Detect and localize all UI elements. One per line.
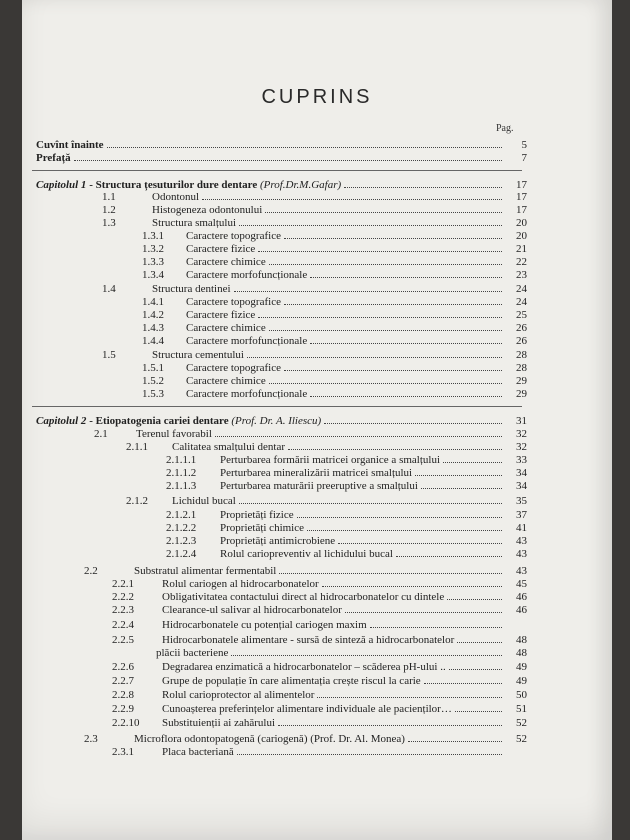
- dot-leader: [239, 216, 502, 226]
- toc-entry-title: Caractere morfofuncționale: [186, 269, 308, 281]
- toc-page-number: 52: [516, 733, 527, 745]
- dot-leader: [284, 229, 502, 239]
- toc-section-number: 2.1.2.2: [166, 522, 197, 534]
- toc-row: [142, 387, 527, 400]
- toc-page-number: 32: [516, 428, 527, 440]
- toc-row: [102, 190, 527, 203]
- toc-row: [142, 242, 527, 255]
- dot-leader: [324, 414, 502, 424]
- toc-entry-title: Hidrocarbonatele alimentare - sursă de sinteză a hidrocarbonatelor: [162, 634, 455, 646]
- toc-row: [112, 633, 527, 646]
- toc-row: [112, 702, 527, 715]
- toc-page-number: 43: [516, 535, 527, 547]
- dot-leader: [415, 466, 502, 476]
- toc-row: [166, 453, 527, 466]
- toc-entry-title: Caractere chimice: [186, 322, 266, 334]
- toc-row: [142, 374, 527, 387]
- toc-row: [142, 295, 527, 308]
- toc-row: [126, 440, 527, 453]
- toc-row: [142, 255, 527, 268]
- toc-section-number: 2.2: [84, 565, 98, 577]
- toc-entry-title: Terenul favorabil: [136, 428, 212, 440]
- toc-page-number: 26: [516, 322, 527, 334]
- toc-row: [142, 268, 527, 281]
- toc-row: [142, 229, 527, 242]
- dot-leader: [317, 688, 502, 698]
- toc-row: [126, 494, 527, 507]
- toc-entry-title: Structura smalțului: [152, 217, 237, 229]
- toc-section-number: 1.5.1: [142, 362, 164, 374]
- toc-section-number: 2.2.3: [112, 604, 134, 616]
- toc-entry-title: Caractere topografice: [186, 230, 281, 242]
- dot-leader: [239, 494, 502, 504]
- toc-row: [36, 151, 527, 164]
- dot-leader: [215, 427, 502, 437]
- toc-entry-title: Obligativitatea contactului direct al hidrocarbonatelor cu dintele: [162, 591, 445, 603]
- toc-row: [112, 577, 527, 590]
- dot-leader: [258, 308, 502, 318]
- toc-entry-title: [36, 415, 321, 427]
- toc-section-number: 2.2.1: [112, 578, 134, 590]
- toc-page-number: 33: [516, 454, 527, 466]
- toc-entry-title: Proprietăți chimice: [220, 522, 304, 534]
- toc-section-number: 2.2.8: [112, 689, 134, 701]
- toc-entry-title: Caractere chimice: [186, 375, 266, 387]
- dot-leader: [307, 521, 502, 531]
- dot-leader: [247, 348, 502, 358]
- toc-entry-title: Caractere morfofuncționale: [186, 335, 308, 347]
- dot-leader: [234, 282, 502, 292]
- dot-leader: [284, 295, 502, 305]
- dot-leader: [107, 138, 502, 148]
- toc-page-number: 46: [516, 591, 527, 603]
- toc-row: [166, 547, 527, 560]
- dot-leader: [269, 255, 502, 265]
- toc-entry-title: Caractere fizice: [186, 243, 256, 255]
- toc-page-number: 29: [516, 375, 527, 387]
- toc-section-number: 2.2.2: [112, 591, 134, 603]
- toc-page-number: 5: [521, 139, 527, 151]
- toc-page-number: 26: [516, 335, 527, 347]
- toc-section-number: 2.1.1.2: [166, 467, 197, 479]
- toc-row: [112, 745, 527, 758]
- toc-entry-title: Caractere topografice: [186, 296, 281, 308]
- toc-page-number: 17: [516, 204, 527, 216]
- dot-leader: [345, 603, 502, 613]
- toc-section-number: 2.2.9: [112, 703, 134, 715]
- toc-entry-title: Caractere fizice: [186, 309, 256, 321]
- dot-leader: [269, 374, 502, 384]
- toc-row: [112, 716, 527, 729]
- toc-section-number: 1.5.3: [142, 388, 164, 400]
- toc-entry-title: Clearance-ul salivar al hidrocarbonatelor: [162, 604, 342, 616]
- toc-section-number: 2.1.1.1: [166, 454, 197, 466]
- toc-section-number: 2.1.2.1: [166, 509, 197, 521]
- toc-section-number: 1.1: [102, 191, 116, 203]
- toc-row: [84, 564, 527, 577]
- toc-section-number: 2.1.2: [126, 495, 148, 507]
- toc-entry-title: Microflora odontopatogenă (cariogenă) (Prof. Dr. Al. Monea): [134, 733, 405, 745]
- toc-page-number: 7: [521, 152, 527, 164]
- toc-row: [112, 618, 527, 631]
- toc-row: [142, 334, 527, 347]
- dot-leader: [370, 618, 502, 628]
- dot-leader: [202, 190, 502, 200]
- toc-entry-title: Substratul alimentar fermentabil: [134, 565, 277, 577]
- toc-section-number: 2.2.10: [112, 717, 140, 729]
- toc-row: [112, 674, 527, 687]
- toc-row: [94, 427, 527, 440]
- toc-entry-title: Rolul cariogen al hidrocarbonatelor: [162, 578, 319, 590]
- toc-row: [102, 282, 527, 295]
- toc-entry-title: Caractere morfofuncționale: [186, 388, 308, 400]
- toc-page-number: 45: [516, 578, 527, 590]
- toc-page-number: 17: [516, 191, 527, 203]
- toc-entry-title: Caractere chimice: [186, 256, 266, 268]
- dot-leader: [408, 732, 502, 742]
- toc-row: [142, 361, 527, 374]
- toc-section-number: 2.1.1: [126, 441, 148, 453]
- toc-page-number: 29: [516, 388, 527, 400]
- toc-page-number: 17: [516, 179, 527, 191]
- book-page: [22, 0, 612, 840]
- toc-section-number: 2.3: [84, 733, 98, 745]
- toc-entry-title: Proprietăți antimicrobiene: [220, 535, 336, 547]
- toc-page-number: 28: [516, 349, 527, 361]
- toc-entry-title: Structura dentinei: [152, 283, 231, 295]
- toc-page-number: 24: [516, 283, 527, 295]
- toc-entry-title: Degradarea enzimatică a hidrocarbonatelor – scăderea pH-ului ..: [162, 661, 446, 673]
- chapter-author: (Prof. Dr. A. Iliescu): [231, 415, 322, 427]
- toc-row: [36, 138, 527, 151]
- toc-entry-title: Prefață: [36, 152, 71, 164]
- toc-page-number: 48: [516, 647, 527, 659]
- toc-section-number: 2.1.1.3: [166, 480, 197, 492]
- toc-section-number: 2.3.1: [112, 746, 134, 758]
- toc-page-number: 43: [516, 565, 527, 577]
- toc-page-number: 22: [516, 256, 527, 268]
- dot-leader: [447, 590, 502, 600]
- dot-leader: [338, 534, 502, 544]
- toc-row: [102, 216, 527, 229]
- toc-entry-title: Hidrocarbonatele cu potențial cariogen maxim: [162, 619, 367, 631]
- dot-leader: [284, 361, 502, 371]
- toc-section-number: 1.4.3: [142, 322, 164, 334]
- toc-entry-title: Perturbarea mineralizării matricei smalțului: [220, 467, 413, 479]
- dot-leader: [269, 321, 502, 331]
- toc-entry-title: Proprietăți fizice: [220, 509, 294, 521]
- toc-section-number: 2.2.4: [112, 619, 134, 631]
- toc-section-number: 1.5: [102, 349, 116, 361]
- toc-section-number: 1.3: [102, 217, 116, 229]
- toc-row: [112, 603, 527, 616]
- chapter-title: - Etiopatogenia cariei dentare: [86, 415, 232, 427]
- toc-row: [112, 590, 527, 603]
- toc-section-number: 2.1.2.4: [166, 548, 197, 560]
- toc-page-number: 51: [516, 703, 527, 715]
- dot-leader: [449, 660, 502, 670]
- toc-entry-title: Structura cementului: [152, 349, 244, 361]
- toc-row: [166, 521, 527, 534]
- dot-leader: [443, 453, 502, 463]
- toc-page-number: 32: [516, 441, 527, 453]
- toc-section-number: 2.2.6: [112, 661, 134, 673]
- toc-entry-title: Cunoașterea preferințelor alimentare individuale ale pacienților…: [162, 703, 452, 715]
- toc-entry-title: plăcii bacteriene: [156, 647, 229, 659]
- toc-section-number: 1.3.2: [142, 243, 164, 255]
- dot-leader: [310, 334, 502, 344]
- toc-section-number: 1.4.2: [142, 309, 164, 321]
- toc-entry-title: Caractere topografice: [186, 362, 281, 374]
- toc-row: [112, 660, 527, 673]
- toc-row: [166, 479, 527, 492]
- toc-entry-title: Lichidul bucal: [172, 495, 236, 507]
- toc-section-number: 1.3.4: [142, 269, 164, 281]
- toc-page-number: 37: [516, 509, 527, 521]
- toc-page-number: 41: [516, 522, 527, 534]
- toc-entry-title: Rolul carioprotector al alimentelor: [162, 689, 315, 701]
- toc-chapter-row: [36, 414, 527, 427]
- section-divider: [32, 406, 522, 407]
- dot-leader: [344, 178, 502, 188]
- toc-entry-title: Calitatea smalțului dentar: [172, 441, 286, 453]
- dot-leader: [424, 674, 502, 684]
- toc-page-number: 34: [516, 480, 527, 492]
- toc-page-number: 31: [516, 415, 527, 427]
- toc-page-number: 50: [516, 689, 527, 701]
- page-title: CUPRINS: [261, 86, 373, 108]
- dot-leader: [310, 268, 502, 278]
- dot-leader: [455, 702, 502, 712]
- toc-page-number: 20: [516, 217, 527, 229]
- toc-page-number: 49: [516, 675, 527, 687]
- dot-leader: [74, 151, 502, 161]
- toc-section-number: 1.5.2: [142, 375, 164, 387]
- toc-section-number: 1.4.4: [142, 335, 164, 347]
- toc-entry-title: Perturbarea maturării preeruptive a smalțului: [220, 480, 418, 492]
- dot-leader: [421, 479, 502, 489]
- dot-leader: [231, 646, 502, 656]
- dot-leader: [297, 508, 502, 518]
- chapter-label: Capitolul 2: [36, 415, 87, 427]
- toc-entry-title: Rolul cariopreventiv al lichidului bucal: [220, 548, 393, 560]
- dot-leader: [457, 633, 502, 643]
- toc-page-number: 25: [516, 309, 527, 321]
- toc-row: [166, 508, 527, 521]
- dot-leader: [288, 440, 502, 450]
- toc-entry-title: Histogeneza odontonului: [152, 204, 263, 216]
- toc-section-number: 2.2.5: [112, 634, 134, 646]
- toc-page-number: 24: [516, 296, 527, 308]
- toc-section-number: 1.4.1: [142, 296, 164, 308]
- toc-page-number: 34: [516, 467, 527, 479]
- section-divider: [32, 170, 522, 171]
- toc-row: [112, 688, 527, 701]
- chapter-title: - Structura țesuturilor dure dentare: [86, 179, 260, 191]
- toc-page-number: 23: [516, 269, 527, 281]
- page-column-header: Pag.: [496, 123, 514, 134]
- dot-leader: [322, 577, 502, 587]
- toc-row: [166, 466, 527, 479]
- dot-leader: [278, 716, 502, 726]
- toc-section-number: 2.2.7: [112, 675, 134, 687]
- toc-section-number: 1.3.3: [142, 256, 164, 268]
- toc-row: [142, 321, 527, 334]
- toc-row: [102, 348, 527, 361]
- toc-entry-title: Substituienții ai zahărului: [162, 717, 276, 729]
- dot-leader: [310, 387, 502, 397]
- toc-section-number: 2.1.2.3: [166, 535, 197, 547]
- toc-row: [84, 732, 527, 745]
- toc-page-number: 35: [516, 495, 527, 507]
- toc-section-number: 1.2: [102, 204, 116, 216]
- toc-entry-title: Placa bacteriană: [162, 746, 234, 758]
- toc-row: [142, 308, 527, 321]
- toc-page-number: 28: [516, 362, 527, 374]
- toc-section-number: 1.4: [102, 283, 116, 295]
- toc-page-number: 48: [516, 634, 527, 646]
- toc-page-number: 43: [516, 548, 527, 560]
- dot-leader: [258, 242, 502, 252]
- toc-page-number: 21: [516, 243, 527, 255]
- dot-leader: [396, 547, 502, 557]
- chapter-label: Capitolul 1: [36, 179, 87, 191]
- chapter-author: (Prof.Dr.M.Gafar): [259, 179, 342, 191]
- toc-section-number: 1.3.1: [142, 230, 164, 242]
- toc-row: [102, 203, 527, 216]
- toc-row: [166, 534, 527, 547]
- toc-page-number: 49: [516, 661, 527, 673]
- toc-entry-title: Perturbarea formării matricei organice a smalțului: [220, 454, 441, 466]
- dot-leader: [279, 564, 502, 574]
- toc-section-number: 2.1: [94, 428, 108, 440]
- dot-leader: [265, 203, 502, 213]
- toc-page-number: 52: [516, 717, 527, 729]
- toc-entry-title: Odontonul: [152, 191, 200, 203]
- toc-row: [156, 646, 527, 659]
- dot-leader: [237, 745, 502, 755]
- toc-page-number: 46: [516, 604, 527, 616]
- toc-entry-title: Cuvînt înainte: [36, 139, 104, 151]
- toc-page-number: 20: [516, 230, 527, 242]
- toc-entry-title: Grupe de populație în care alimentația crește riscul la carie: [162, 675, 421, 687]
